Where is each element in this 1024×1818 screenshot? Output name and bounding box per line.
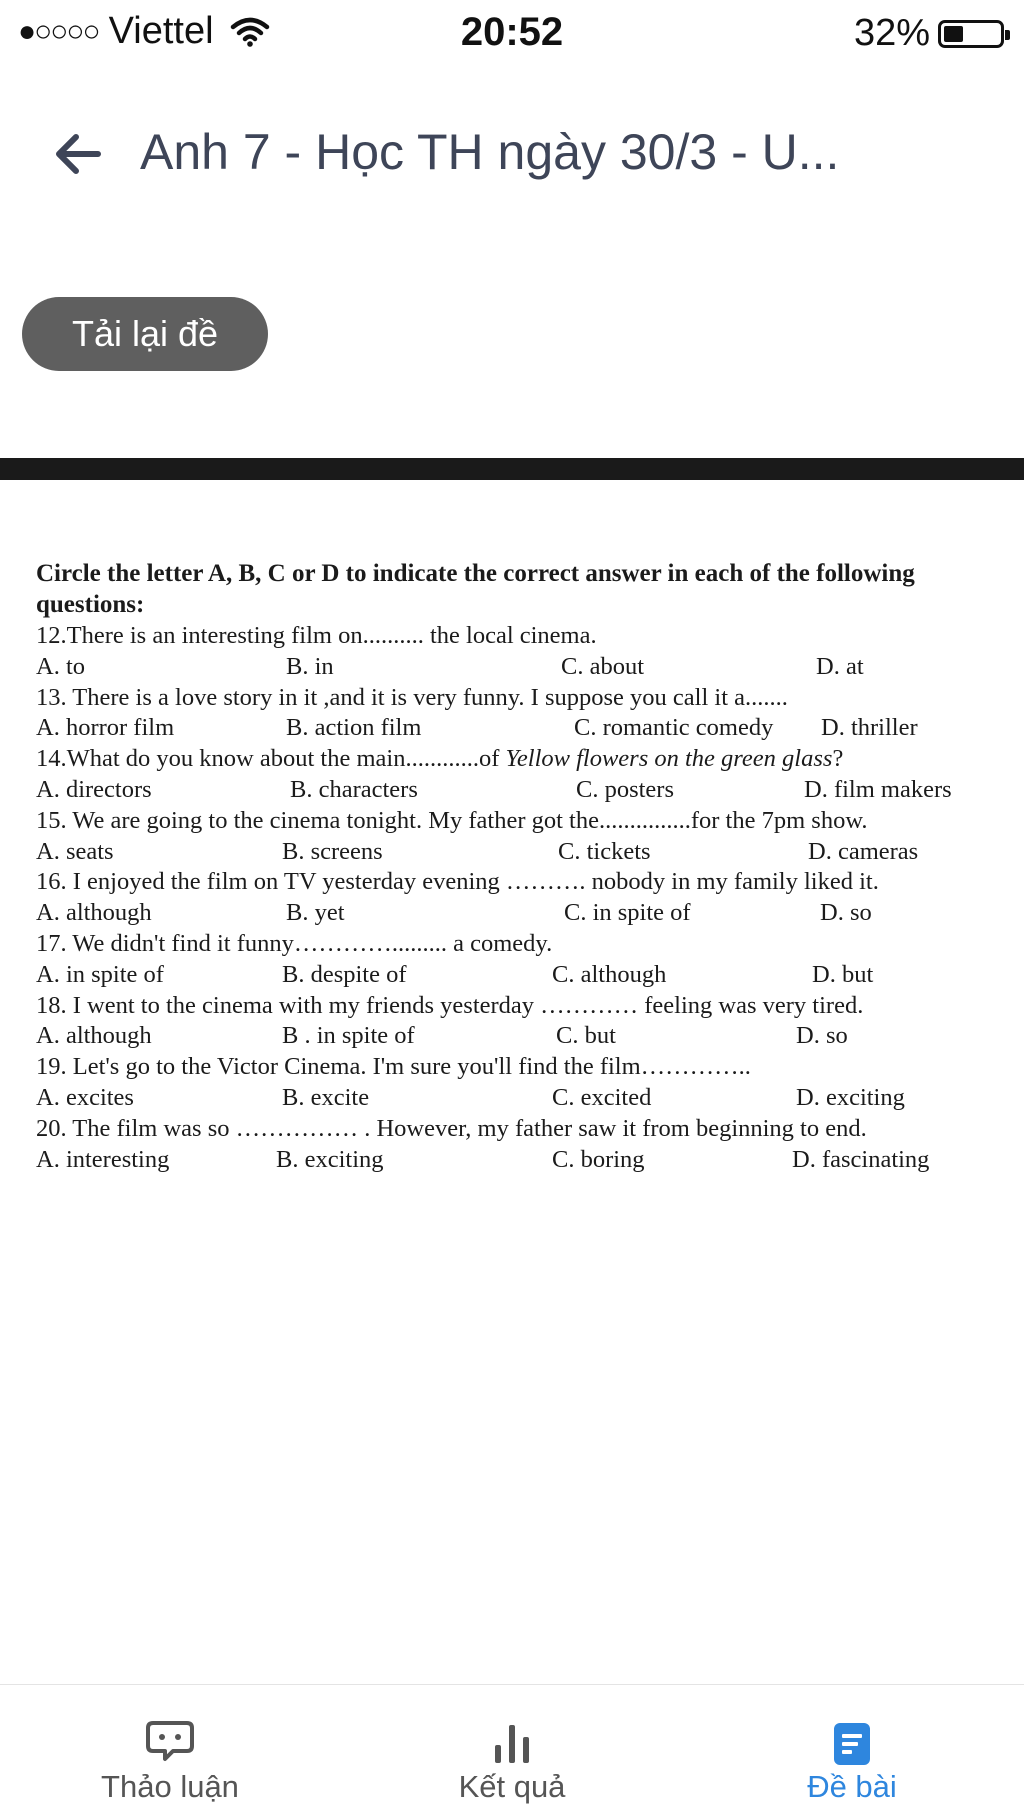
tab-results[interactable]	[382, 1685, 642, 1818]
option-b: B. screens	[282, 837, 383, 865]
option-c: C. in spite of	[564, 899, 691, 927]
exercise-document	[36, 558, 1016, 1175]
option-c: C. romantic comedy	[574, 714, 774, 742]
tab-label: Đề bài	[807, 1769, 897, 1804]
option-d: D. so	[820, 899, 872, 927]
carrier-name: Viettel	[108, 10, 214, 52]
question-19: 19. Let's go to the Victor Cinema. I'm sure you'll find the film…………..	[36, 1053, 751, 1081]
options-20	[36, 1145, 1016, 1176]
chat-icon	[145, 1719, 195, 1763]
option-b: B. excite	[282, 1083, 370, 1111]
option-c: C. tickets	[558, 837, 651, 865]
options-17	[36, 960, 1016, 991]
options-12	[36, 652, 1016, 683]
tab-discussion[interactable]	[40, 1685, 300, 1818]
reload-exam-button[interactable]: Tải lại đề	[22, 297, 268, 371]
option-b: B. yet	[286, 899, 345, 927]
battery-icon	[938, 20, 1004, 48]
tab-label: Kết quả	[458, 1769, 566, 1804]
option-a: A. to	[36, 652, 85, 680]
bottom-tab-bar	[0, 1684, 1024, 1818]
option-a: A. horror film	[36, 714, 175, 742]
option-c: C. although	[552, 960, 667, 988]
option-d: D. thriller	[821, 714, 918, 742]
signal-strength-icon: ●○○○○	[18, 14, 99, 48]
question-14	[36, 744, 1016, 775]
question-13: 13. There is a love story in it ,and it is very funny. I suppose you call it a.......	[36, 683, 788, 711]
options-16	[36, 898, 1016, 929]
options-15	[36, 837, 1016, 868]
question-text: 14.What do you know about the main............of	[36, 745, 506, 773]
option-d: D. exciting	[796, 1083, 905, 1111]
question-16: 16. I enjoyed the film on TV yesterday evening ………. nobody in my family liked it.	[36, 868, 879, 896]
battery-level	[944, 26, 963, 42]
options-13	[36, 713, 1016, 744]
bar-chart-icon	[487, 1719, 537, 1769]
option-a: A. directors	[36, 775, 152, 803]
option-c: C. but	[556, 1022, 616, 1050]
tab-label: Thảo luận	[101, 1769, 239, 1804]
question-18: 18. I went to the cinema with my friends yesterday ………… feeling was very tired.	[36, 991, 864, 1019]
option-d: D. but	[812, 960, 874, 988]
question-text: ?	[832, 745, 844, 773]
clock: 20:52	[460, 10, 564, 54]
option-a: A. excites	[36, 1083, 134, 1111]
status-bar	[0, 0, 1024, 64]
options-14	[36, 775, 1016, 806]
option-a: A. although	[36, 899, 152, 927]
options-19	[36, 1083, 1016, 1114]
option-a: A. seats	[36, 837, 114, 865]
option-b: B. action film	[286, 714, 422, 742]
document-icon	[827, 1719, 877, 1769]
film-title: Yellow flowers on the green glass	[505, 745, 833, 773]
option-c: C. posters	[576, 775, 674, 803]
option-c: C. about	[561, 652, 645, 680]
option-d: D. film makers	[804, 775, 952, 803]
header	[0, 115, 1024, 195]
option-a: A. interesting	[36, 1145, 170, 1173]
option-d: D. at	[816, 652, 864, 680]
option-c: C. excited	[552, 1083, 652, 1111]
instruction-line: Circle the letter A, B, C or D to indicate the correct answer in each of the following	[36, 560, 915, 587]
page-title: Anh 7 - Học TH ngày 30/3 - U...	[140, 124, 840, 180]
question-17: 17. We didn't find it funny…………......... a comedy.	[36, 929, 553, 957]
option-a: A. although	[36, 1022, 152, 1050]
option-b: B. exciting	[276, 1145, 384, 1173]
option-c: C. boring	[552, 1145, 645, 1173]
divider	[0, 458, 1024, 480]
option-d: D. cameras	[808, 837, 919, 865]
instruction-line: questions:	[36, 591, 145, 618]
question-20: 20. The film was so …………… . However, my father saw it from beginning to end.	[36, 1114, 867, 1142]
option-b: B. despite of	[282, 960, 407, 988]
option-d: D. so	[796, 1022, 848, 1050]
question-15: 15. We are going to the cinema tonight. My father got the...............for the 7pm show.	[36, 806, 868, 834]
option-d: D. fascinating	[792, 1145, 930, 1173]
option-a: A. in spite of	[36, 960, 164, 988]
options-18	[36, 1021, 1016, 1052]
option-b: B . in spite of	[282, 1022, 415, 1050]
option-b: B. characters	[290, 775, 418, 803]
tab-exam[interactable]	[722, 1685, 982, 1818]
option-b: B. in	[286, 652, 334, 680]
instruction	[36, 558, 1016, 620]
question-12: 12.There is an interesting film on.......... the local cinema.	[36, 622, 597, 649]
battery-percent: 32%	[853, 12, 930, 54]
back-arrow-icon[interactable]	[50, 127, 104, 181]
